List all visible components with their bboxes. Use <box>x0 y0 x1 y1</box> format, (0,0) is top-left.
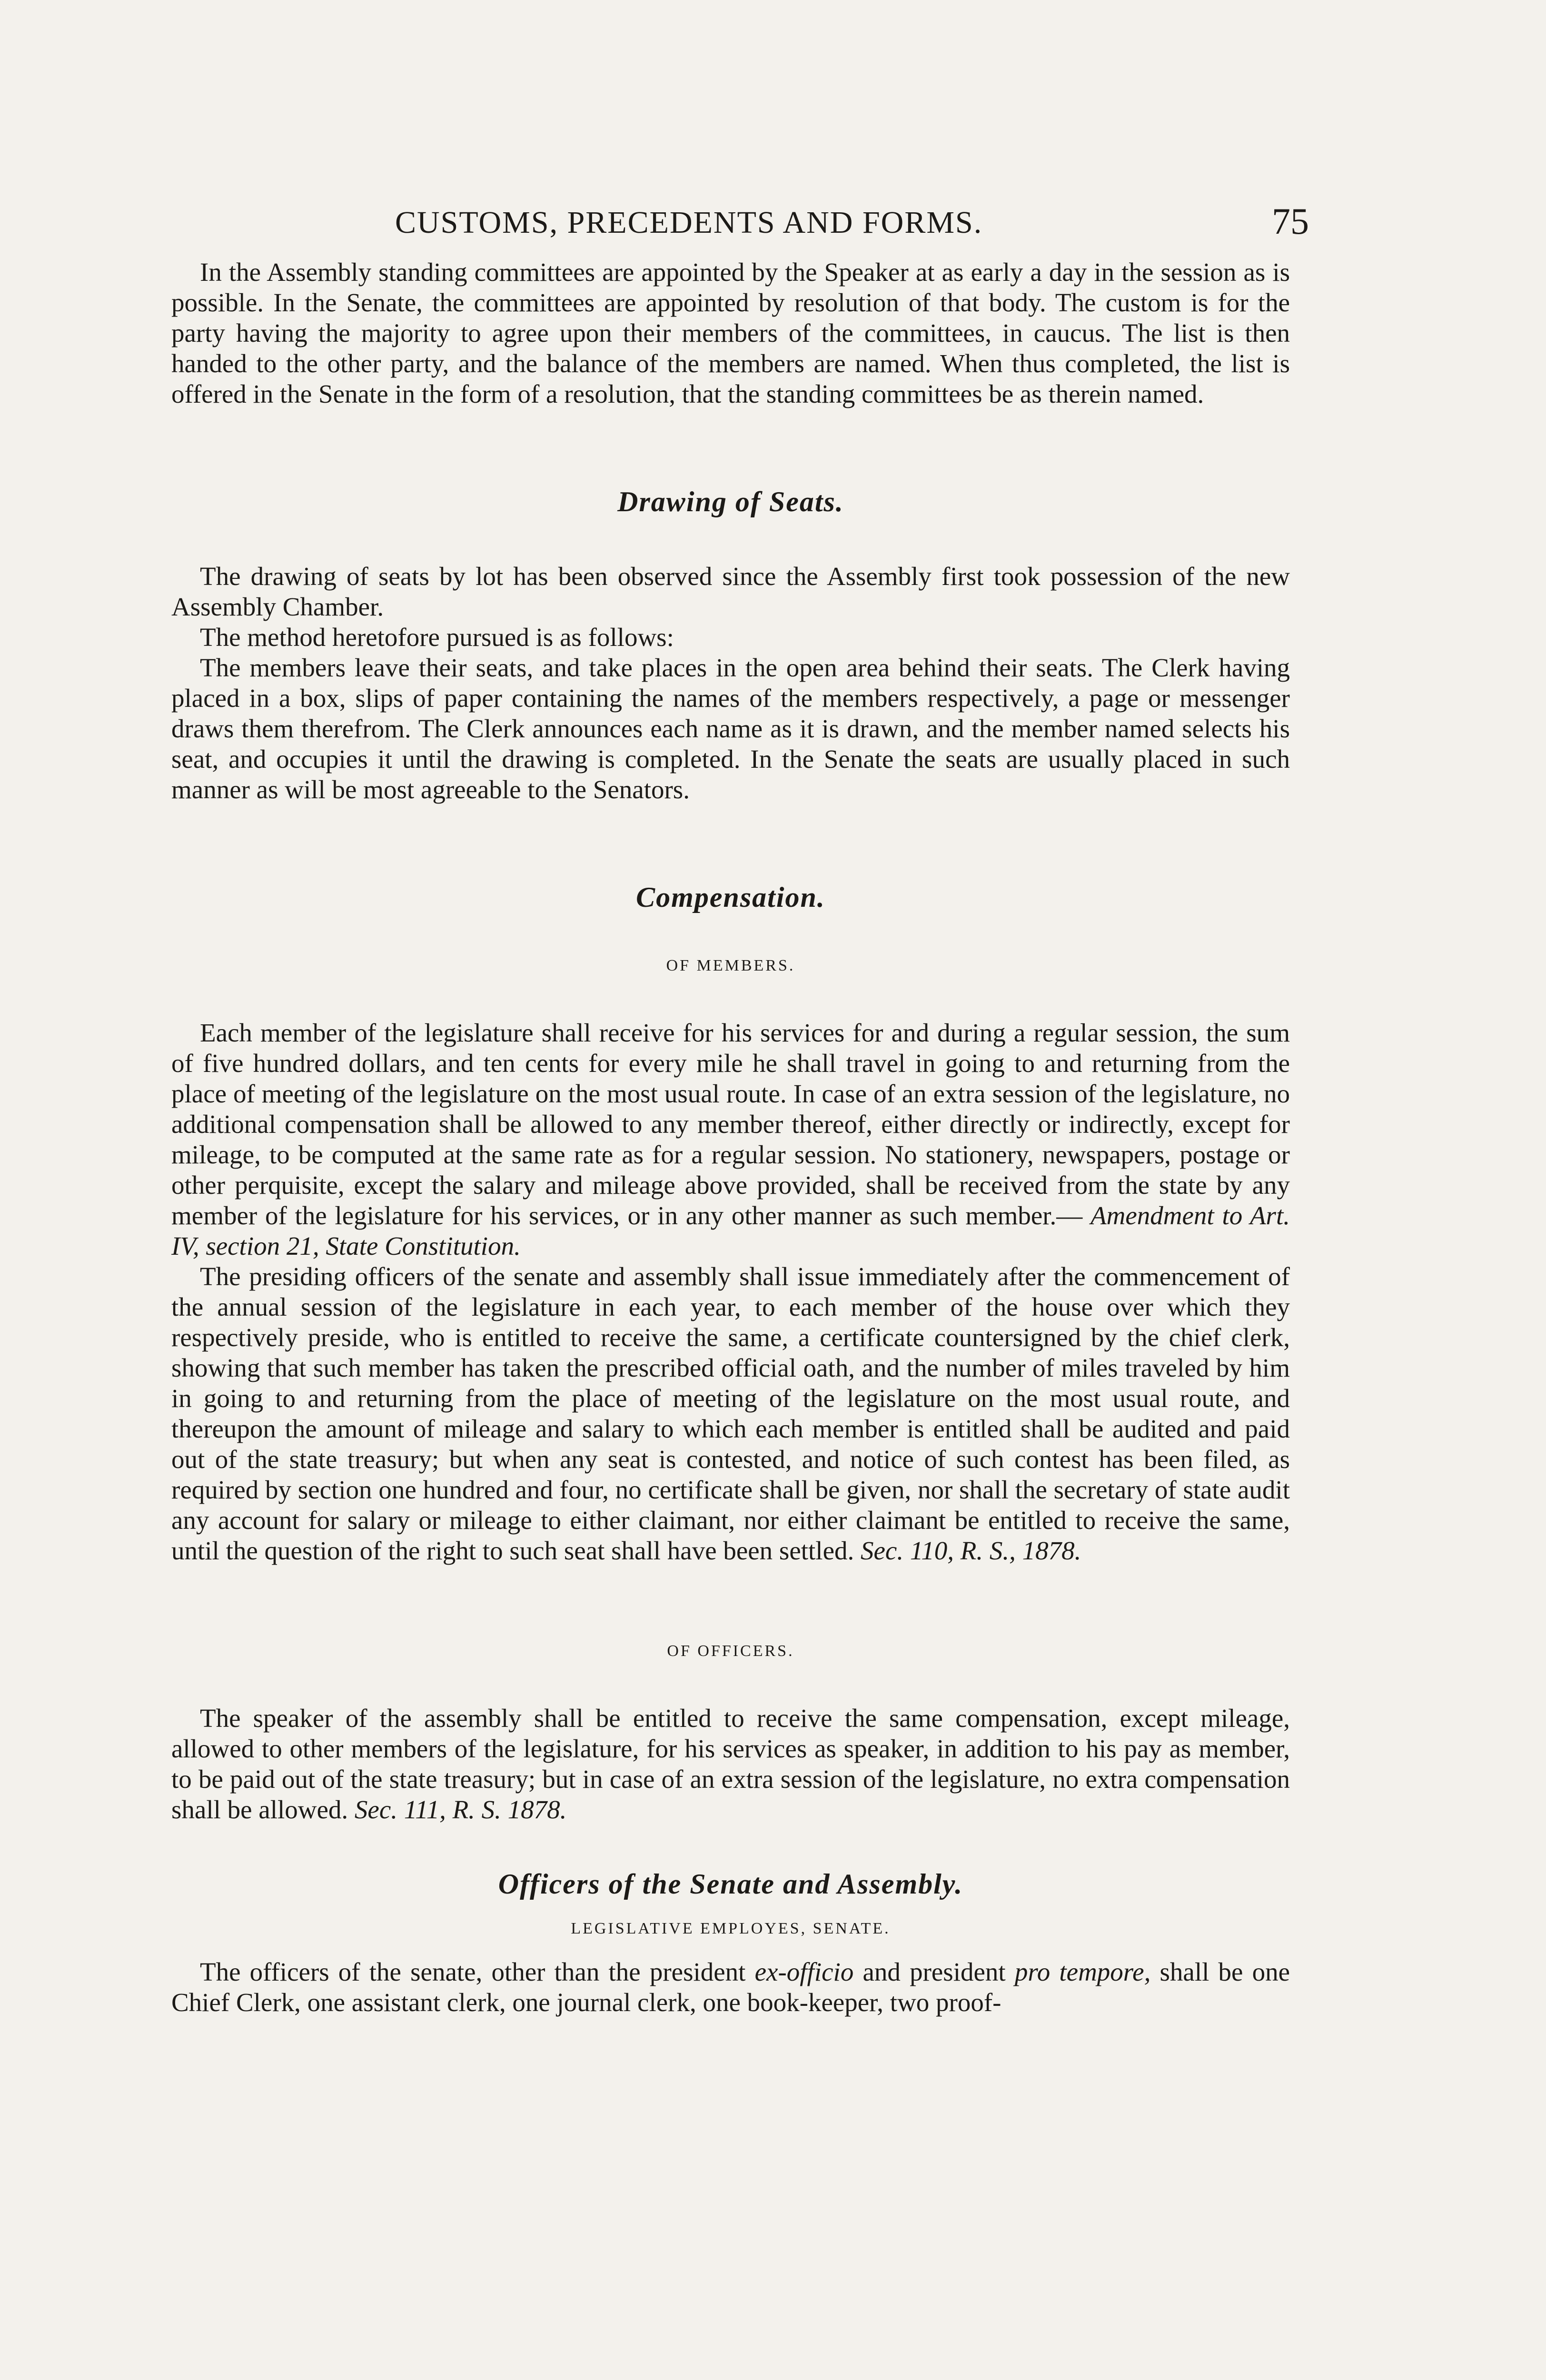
officers-paragraph-1 <box>171 1703 1290 1825</box>
subhead-legislative-employes: LEGISLATIVE EMPLOYES, SENATE. <box>571 1920 891 1937</box>
section-title-drawing-of-seats: Drawing of Seats. <box>617 486 844 517</box>
page-title: CUSTOMS, PRECEDENTS AND FORMS. <box>395 205 983 240</box>
seats-paragraph-2: The method heretofore pursued is as follows: <box>200 623 674 652</box>
seats-paragraph-3: The members leave their seats, and take places in the open area behind their seats. The Clerk having placed in a box, slips of paper containing the names of the members respectively, a page or messenger draws them therefrom. The Clerk announces each name as it is drawn, and the member named selects his seat, and occupies it until the drawing is completed. In the Senate the seats are usually placed in such manner as will be most agreeable to the Senators. <box>171 653 1290 804</box>
pro-tempore-term: pro tempore, <box>1014 1957 1151 1986</box>
committees-paragraph: In the Assembly standing committees are appointed by the Speaker at as early a day in the session as is possible. In the Senate, the committees are appointed by resolution of that body. The custom is for the party having the majority to agree upon their members of the committees, in caucus. The list is then handed to the other party, and the balance of the members are named. When thus completed, the list is offered in the Senate in the form of a resolution, that the standing committees be as therein named. <box>171 258 1290 408</box>
members-paragraph-1 <box>171 1018 1290 1261</box>
running-head <box>171 200 1309 257</box>
page-number: 75 <box>1272 200 1309 242</box>
senate-officers-text-mid: and president <box>862 1957 1006 1986</box>
page <box>171 200 1309 2018</box>
members-paragraph-1-citation: Amendment to Art. IV, section 21, State Constitution. <box>171 1201 1290 1260</box>
members-paragraph-2-citation: Sec. 110, R. S., 1878. <box>861 1536 1081 1565</box>
ex-officio-term: ex-officio <box>754 1957 854 1986</box>
senate-officers-text-end: shall be one Chief Clerk, one assistant clerk, one journal clerk, one book-keeper, two proof- <box>171 1957 1290 2017</box>
members-paragraph-2-text: The presiding officers of the senate and assembly shall issue immediately after the commencement of the annual session of the legislature in each year, to each member of the house over which they respectively preside, who is entitled to receive the same, a certificate countersigned by the chief clerk, showing that such member has taken the prescribed official oath, and the number of miles traveled by him in going to and returning from the place of meeting of the legislature on the most usual route, and thereupon the amount of mileage and salary to which each member is entitled shall be audited and paid out of the state treasury; but when any seat is contested, and notice of such contest has been filed, as required by section one hundred and four, no certificate shall be given, nor shall the secretary of state audit any account for salary or mileage to either claimant, nor either claimant be entitled to receive the same, until the question of the right to such seat shall have been settled. <box>171 1262 1290 1565</box>
seats-paragraph-1: The drawing of seats by lot has been observed since the Assembly first took possession of the new Assembly Chamber. <box>171 562 1290 621</box>
officers-paragraph-1-text: The speaker of the assembly shall be entitled to receive the same compensation, except mileage, allowed to other members of the legislature, for his services as speaker, in addition to his pay as member, to be paid out of the state treasury; but in case of an extra session of the legislature, no extra compensation shall be allowed. <box>171 1704 1290 1824</box>
section-title-compensation: Compensation. <box>636 882 825 913</box>
officers-paragraph-1-citation: Sec. 111, R. S. 1878. <box>354 1795 567 1824</box>
members-paragraph-2 <box>171 1261 1290 1566</box>
members-paragraph-1-text: Each member of the legislature shall receive for his services for and during a regular session, the sum of five hundred dollars, and ten cents for every mile he shall travel in going to and returning from the place of meeting of the legislature on the most usual route. In case of an extra session of the legislature, no additional compensation shall be allowed to any member thereof, either directly or indirectly, except for mileage, to be computed at the same rate as for a regular session. No stationery, newspapers, postage or other perquisite, except the salary and mileage above provided, shall be received from the state by any member of the legislature for his services, or in any other manner as such member.— <box>171 1018 1290 1230</box>
section-title-officers: Officers of the Senate and Assembly. <box>498 1868 963 1900</box>
senate-officers-text-start: The officers of the senate, other than the president <box>200 1957 746 1986</box>
subhead-of-members: OF MEMBERS. <box>666 957 795 974</box>
subhead-of-officers: OF OFFICERS. <box>667 1642 794 1660</box>
senate-officers-paragraph <box>171 1957 1290 2018</box>
